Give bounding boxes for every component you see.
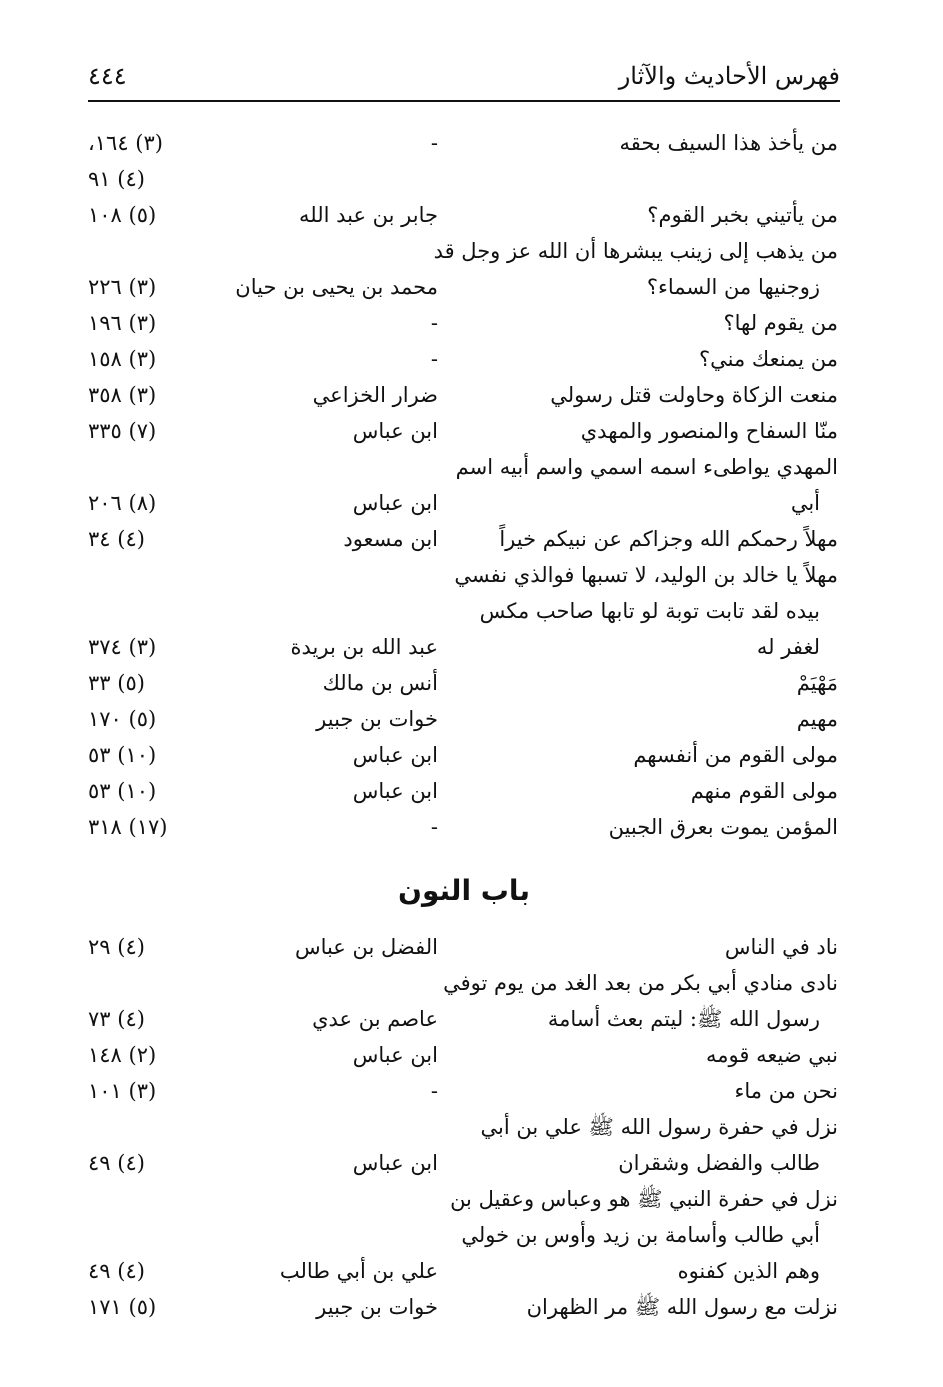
hadith-line: من يمنعك مني؟ (699, 347, 838, 371)
hadith-text (433, 233, 840, 305)
ref-text: (٣) ٣٧٤ (88, 635, 157, 659)
volume-page-ref (88, 929, 228, 965)
page-number: ٤٤٤ (88, 62, 127, 90)
narrator: - (430, 311, 438, 335)
narrator: - (430, 131, 438, 155)
index-entry (88, 377, 840, 413)
narrator: - (430, 1079, 438, 1103)
hadith-line: أبي طالب وأسامة بن زيد وأوس بن خولي (461, 1223, 820, 1247)
index-entry (88, 1289, 840, 1325)
index-entry (88, 197, 840, 233)
ref-text: (٢) ١٤٨ (88, 1043, 157, 1067)
ref-text: (٥) ١٧١ (88, 1295, 157, 1319)
hadith-line: ناد في الناس (724, 935, 838, 959)
index-entry (88, 341, 840, 377)
ref-text: (٤) ٩١ (88, 167, 145, 191)
hadith-line: رسول الله ﷺ: ليتم بعث أسامة (547, 1007, 820, 1031)
index-entry (88, 521, 840, 557)
index-entry (88, 737, 840, 773)
page-header (88, 56, 840, 96)
hadith-line: بيده لقد تابت توبة لو تابها صاحب مكس (479, 599, 820, 623)
index-entry (88, 233, 840, 305)
running-title: فهرس الأحاديث والآثار (618, 62, 840, 90)
ref-text: (٤) ٤٩ (88, 1259, 145, 1283)
hadith-line: من يأتيني بخبر القوم؟ (647, 203, 838, 227)
volume-page-ref (88, 161, 228, 197)
volume-page-ref (88, 521, 228, 557)
hadith-line: نادى منادي أبي بكر من بعد الغد من يوم توفي (443, 971, 838, 995)
hadith-line: منّا السفاح والمنصور والمهدي (580, 419, 838, 443)
narrator: ابن عباس (352, 743, 438, 767)
ref-text: (٤) ٧٣ (88, 1007, 145, 1031)
ref-text: (٣) ١٦٤، (88, 131, 163, 155)
section-noon (88, 929, 840, 1325)
hadith-text (455, 449, 840, 521)
ref-text: (١٧) ٣١٨ (88, 815, 168, 839)
hadith-line: نزل في حفرة رسول الله ﷺ علي بن أبي (480, 1115, 838, 1139)
hadith-line: من يذهب إلى زينب يبشرها أن الله عز وجل قد (433, 239, 838, 263)
ref-text: (١٠) ٥٣ (88, 779, 157, 803)
hadith-line: مولى القوم منهم (690, 779, 838, 803)
narrator: جابر بن عبد الله (298, 203, 438, 227)
ref-text: (٣) ١٥٨ (88, 347, 157, 371)
hadith-line: المهدي يواطىء اسمه اسمي واسم أبيه اسم (455, 455, 838, 479)
index-entry (88, 1073, 840, 1109)
narrator: ابن عباس (352, 1151, 438, 1175)
hadith-line: مَهْيَمْ (796, 671, 838, 695)
narrator: محمد بن يحيى بن حيان (235, 275, 438, 299)
index-entry (88, 557, 840, 665)
narrator: علي بن أبي طالب (279, 1259, 438, 1283)
volume-page-ref (88, 701, 228, 737)
index-entry (88, 809, 840, 845)
section-meem (88, 125, 840, 845)
hadith-text (468, 197, 840, 233)
hadith-text (468, 413, 840, 449)
volume-page-ref (88, 1289, 228, 1325)
hadith-line: زوجنيها من السماء؟ (646, 275, 820, 299)
ref-text: (٥) ١٧٠ (88, 707, 157, 731)
hadith-text (468, 305, 840, 341)
header-rule (88, 100, 840, 102)
hadith-line: وهم الذين كفنوه (677, 1259, 820, 1283)
hadith-line: لغفر له (756, 635, 820, 659)
hadith-line: مهيم (796, 707, 838, 731)
volume-page-ref (88, 773, 228, 809)
narrator: خوات بن جبير (316, 1295, 438, 1319)
ref-text: (٧) ٣٣٥ (88, 419, 157, 443)
hadith-text (468, 773, 840, 809)
narrator: - (430, 815, 438, 839)
hadith-text (468, 809, 840, 845)
narrator: ابن عباس (352, 1043, 438, 1067)
index-entry (88, 449, 840, 521)
index-entry (88, 665, 840, 701)
narrator: ابن عباس (352, 419, 438, 443)
narrator: ضرار الخزاعي (312, 383, 438, 407)
volume-page-ref (88, 269, 228, 305)
volume-page-ref (88, 1001, 228, 1037)
index-entry (88, 773, 840, 809)
ref-text: (٥) ١٠٨ (88, 203, 157, 227)
hadith-text (468, 521, 840, 557)
volume-page-ref (88, 1037, 228, 1073)
hadith-line: مهلاً يا خالد بن الوليد، لا تسبها فوالذي نفسي (454, 563, 838, 587)
hadith-text (468, 125, 840, 161)
narrator: الفضل بن عباس (294, 935, 438, 959)
narrator: - (430, 347, 438, 371)
volume-page-ref (88, 665, 228, 701)
index-body (88, 125, 840, 1325)
hadith-text (468, 1109, 840, 1181)
hadith-line: مهلاً رحمكم الله وجزاكم عن نبيكم خيراً (499, 527, 838, 551)
volume-page-ref (88, 305, 228, 341)
section-title: باب النون (398, 874, 530, 907)
volume-page-ref (88, 1073, 228, 1109)
narrator: عاصم بن عدي (312, 1007, 438, 1031)
narrator: عبد الله بن بريدة (290, 635, 438, 659)
volume-page-ref (88, 377, 228, 413)
volume-page-ref (88, 737, 228, 773)
volume-page-ref (88, 341, 228, 377)
hadith-line: المؤمن يموت بعرق الجبين (608, 815, 838, 839)
volume-page-ref (88, 1145, 228, 1181)
volume-page-ref (88, 197, 228, 233)
ref-text: (٣) ٢٢٦ (88, 275, 157, 299)
narrator: ابن مسعود (343, 527, 438, 551)
volume-page-ref (88, 809, 228, 845)
ref-text: (٤) ٣٤ (88, 527, 145, 551)
ref-text: (٨) ٢٠٦ (88, 491, 157, 515)
hadith-text (468, 341, 840, 377)
volume-page-ref (88, 1253, 228, 1289)
hadith-text (468, 665, 840, 701)
narrator: أنس بن مالك (322, 671, 438, 695)
hadith-text (443, 965, 840, 1037)
ref-text: (٣) ٣٥٨ (88, 383, 157, 407)
hadith-text (468, 1289, 840, 1325)
hadith-line: طالب والفضل وشقران (618, 1151, 820, 1175)
narrator: خوات بن جبير (316, 707, 438, 731)
hadith-line: نزلت مع رسول الله ﷺ مر الظهران (526, 1295, 838, 1319)
ref-text: (٣) ١٩٦ (88, 311, 157, 335)
hadith-line: منعت الزكاة وحاولت قتل رسولي (550, 383, 838, 407)
index-entry (88, 701, 840, 737)
index-entry (88, 965, 840, 1037)
index-entry (88, 1037, 840, 1073)
hadith-text (454, 557, 840, 665)
hadith-text (468, 737, 840, 773)
hadith-text (468, 377, 840, 413)
hadith-line: أبي (790, 491, 820, 515)
hadith-line: من يأخذ هذا السيف بحقه (619, 131, 838, 155)
ref-text: (١٠) ٥٣ (88, 743, 157, 767)
index-entry (88, 413, 840, 449)
index-entry (88, 305, 840, 341)
hadith-line: نحن من ماء (734, 1079, 838, 1103)
hadith-line: نزل في حفرة النبي ﷺ هو وعباس وعقيل بن (450, 1187, 838, 1211)
ref-text: (٣) ١٠١ (88, 1079, 157, 1103)
hadith-text (450, 1181, 840, 1289)
hadith-line: نبي ضيعه قومه (706, 1043, 838, 1067)
index-entry (88, 929, 840, 965)
volume-page-ref (88, 485, 228, 521)
index-entry (88, 1109, 840, 1181)
ref-text: (٤) ٤٩ (88, 1151, 145, 1175)
index-entry (88, 1181, 840, 1289)
hadith-text (468, 929, 840, 965)
hadith-text (468, 1073, 840, 1109)
ref-text: (٥) ٣٣ (88, 671, 145, 695)
narrator: ابن عباس (352, 779, 438, 803)
hadith-line: مولى القوم من أنفسهم (633, 743, 838, 767)
hadith-text (468, 701, 840, 737)
volume-page-ref (88, 125, 228, 161)
volume-page-ref (88, 413, 228, 449)
narrator: ابن عباس (352, 491, 438, 515)
ref-text: (٤) ٢٩ (88, 935, 145, 959)
index-entry (88, 125, 840, 197)
hadith-text (468, 1037, 840, 1073)
hadith-line: من يقوم لها؟ (723, 311, 838, 335)
volume-page-ref (88, 629, 228, 665)
